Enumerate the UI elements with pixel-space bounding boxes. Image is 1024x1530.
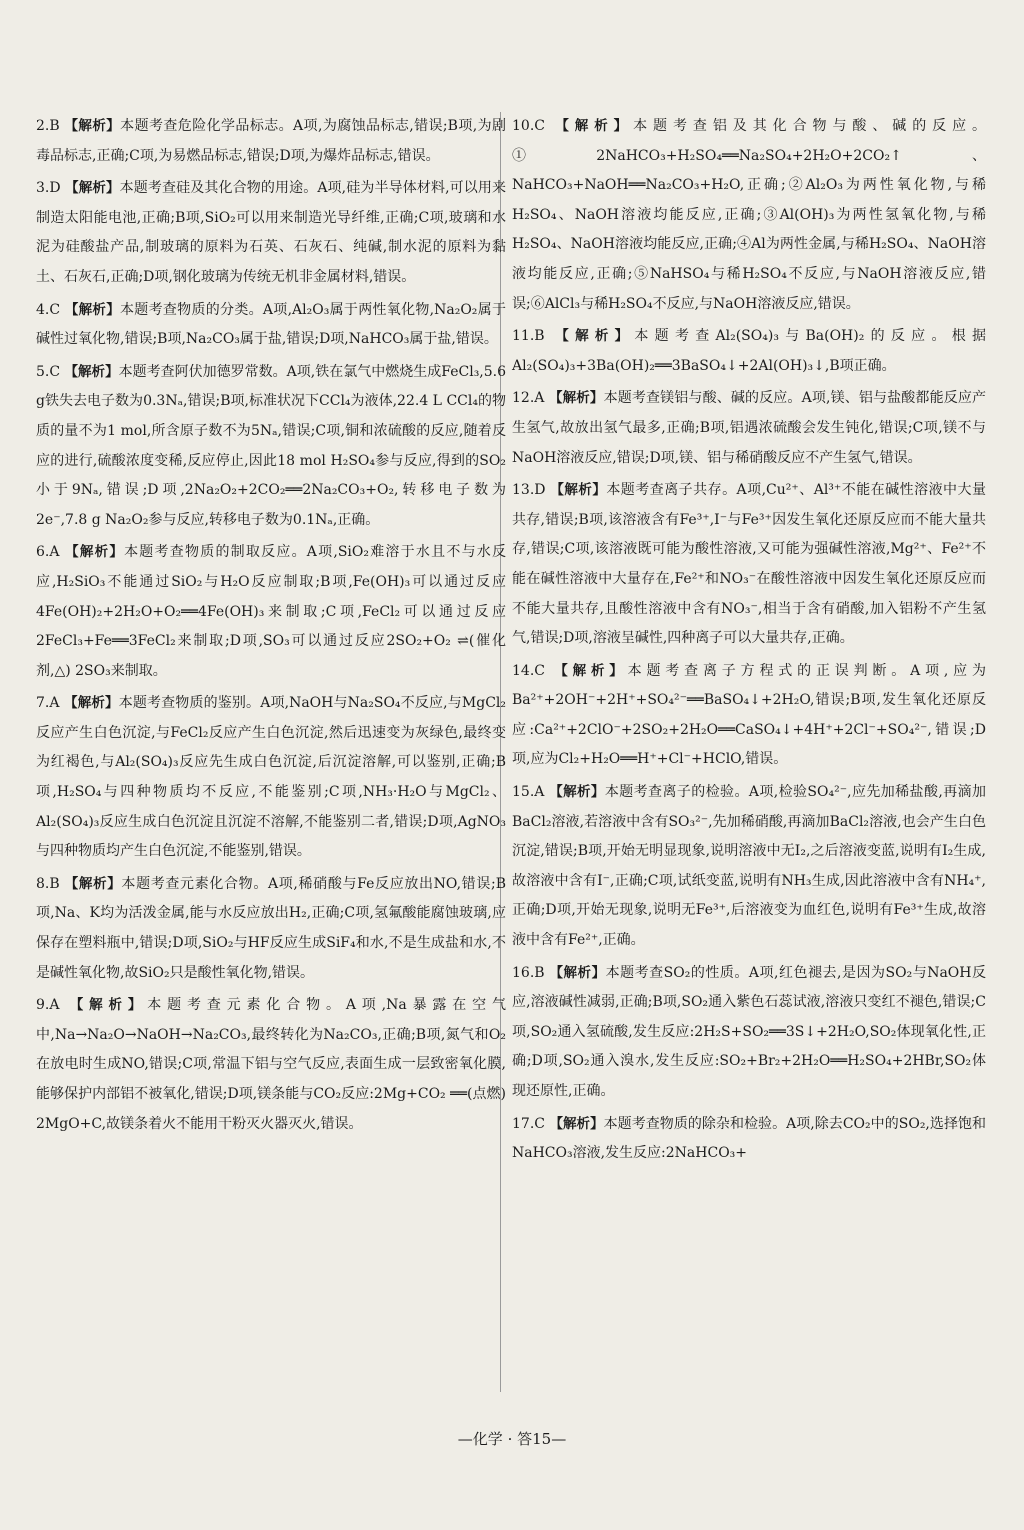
answer-item: 12.A 【解析】本题考查镁铝与酸、碱的反应。A项,镁、铝与盐酸都能反应产生氢气,故放出氢气最多,正确;B项,铝遇浓硫酸会发生钝化,错误;C项,镁不与NaOH溶液反应,错误;D项,镁、铝与稀硝酸反应不产生氢气,错误。 [512, 390, 987, 466]
answer-item: 5.C 【解析】本题考查阿伏加德罗常数。A项,铁在氯气中燃烧生成FeCl₃,5.6 g铁失去电子数为0.3Nₐ,错误;B项,标准状况下CCl₄为液体,22.4 L CCl₄的物质的量不为1 mol,所含原子数不为5Nₐ,错误;C项,铜和浓硫酸的反应,随着反应的进行,硫酸浓度变稀,反应停止,因此18 mol H₂SO₄参与反应,得到的SO₂小于9Nₐ,错误;D项,2Na₂O₂+2CO₂══2Na₂CO₃+O₂,转移电子数为2e⁻,7.8 g Na₂O₂参与反应,转移电子数为0.1Nₐ,正确。 [36, 363, 507, 528]
answer-item: 13.D 【解析】本题考查离子共存。A项,Cu²⁺、Al³⁺不能在碱性溶液中大量共存,错误;B项,该溶液含有Fe³⁺,I⁻与Fe³⁺因发生氧化还原反应而不能大量共存,错误;C项,该溶液既可能为酸性溶液,又可能为强碱性溶液,Mg²⁺、Fe²⁺不能在碱性溶液中大量存在,Fe²⁺和NO₃⁻在酸性溶液中因发生氧化还原反应而不能大量共存,且酸性溶液中含有NO₃⁻,相当于含有硝酸,加入铝粉不产生氢气,错误;D项,溶液呈碱性,四种离子可以大量共存,正确。 [512, 482, 986, 647]
right-column [512, 112, 986, 1172]
answer-item: 14.C 【解析】本题考查离子方程式的正误判断。A项,应为Ba²⁺+2OH⁻+2H⁺+SO₄²⁻══BaSO₄↓+2H₂O,错误;B项,发生氧化还原反应:Ca²⁺+2ClO⁻+2SO₂+2H₂O══CaSO₄↓+4H⁺+2Cl⁻+SO₄²⁻,错误;D项,应为Cl₂+H₂O══H⁺+Cl⁻+HClO,错误。 [512, 662, 987, 768]
answer-item: 4.C 【解析】本题考查物质的分类。A项,Al₂O₃属于两性氧化物,Na₂O₂属于碱性过氧化物,错误;B项,Na₂CO₃属于盐,错误;D项,NaHCO₃属于盐,错误。 [36, 301, 507, 348]
answer-item: 15.A 【解析】本题考查离子的检验。A项,检验SO₄²⁻,应先加稀盐酸,再滴加BaCl₂溶液,若溶液中含有SO₃²⁻,先加稀硝酸,再滴加BaCl₂溶液,也会产生白色沉淀,错误;B项,开始无明显现象,说明溶液中无I₂,之后溶液变蓝,说明有I₂生成,故溶液中含有I⁻,正确;C项,试纸变蓝,说明有NH₃生成,因此溶液中含有NH₄⁺,正确;D项,开始无现象,说明无Fe³⁺,后溶液变为血红色,说明有Fe³⁺生成,故溶液中含有Fe²⁺,正确。 [512, 784, 986, 949]
answer-item: 11.B 【解析】本题考查Al₂(SO₄)₃与Ba(OH)₂的反应。根据Al₂(SO₄)₃+3Ba(OH)₂══3BaSO₄↓+2Al(OH)₃↓,B项正确。 [512, 328, 986, 374]
answer-item: 10.C 【解析】本题考查铝及其化合物与酸、碱的反应。①2NaHCO₃+H₂SO₄══Na₂SO₄+2H₂O+2CO₂↑、NaHCO₃+NaOH══Na₂CO₃+H₂O,正确;②Al₂O₃为两性氧化物,与稀H₂SO₄、NaOH溶液均能反应,正确;③Al(OH)₃为两性氢氧化物,与稀H₂SO₄、NaOH溶液均能反应,正确;④Al为两性金属,与稀H₂SO₄、NaOH溶液均能反应,正确;⑤NaHSO₄与稀H₂SO₄不反应,与NaOH溶液反应,错误;⑥AlCl₃与稀H₂SO₄不反应,与NaOH溶液反应,错误。 [512, 118, 987, 312]
answer-item: 6.A 【解析】本题考查物质的制取反应。A项,SiO₂难溶于水且不与水反应,H₂SiO₃不能通过SiO₂与H₂O反应制取;B项,Fe(OH)₃可以通过反应4Fe(OH)₂+2H₂O+O₂══4Fe(OH)₃来制取;C项,FeCl₂可以通过反应2FeCl₃+Fe══3FeCl₂来制取;D项,SO₃可以通过反应2SO₂+O₂ ⇌(催化剂,△) 2SO₃来制取。 [36, 544, 507, 679]
answer-item: 17.C 【解析】本题考查物质的除杂和检验。A项,除去CO₂中的SO₂,选择饱和NaHCO₃溶液,发生反应:2NaHCO₃+ [512, 1115, 987, 1162]
answer-item: 7.A 【解析】本题考查物质的鉴别。A项,NaOH与Na₂SO₄不反应,与MgCl₂反应产生白色沉淀,与FeCl₂反应产生白色沉淀,然后迅速变为灰绿色,最终变为红褐色,与Al₂(SO₄)₃反应先生成白色沉淀,后沉淀溶解,可以鉴别,正确;B项,H₂SO₄与四种物质均不反应,不能鉴别;C项,NH₃·H₂O与MgCl₂、Al₂(SO₄)₃反应生成白色沉淀且沉淀不溶解,不能鉴别二者,错误;D项,AgNO₃与四种物质均产生白色沉淀,不能鉴别,错误。 [36, 695, 507, 860]
page-footer: —化学 · 答15— [457, 1430, 567, 1448]
answer-item: 9.A 【解析】本题考查元素化合物。A项,Na暴露在空气中,Na→Na₂O→NaOH→Na₂CO₃,最终转化为Na₂CO₃,正确;B项,氮气和O₂在放电时生成NO,错误;C项,常温下铝与空气反应,表面生成一层致密氧化膜,能够保护内部铝不被氧化,错误;D项,镁条能与CO₂反应:2Mg+CO₂ ══(点燃) 2MgO+C,故镁条着火不能用干粉灭火器灭火,错误。 [36, 997, 507, 1132]
left-column [36, 112, 506, 1142]
answer-item: 2.B 【解析】本题考查危险化学品标志。A项,为腐蚀品标志,错误;B项,为剧毒品标志,正确;C项,为易燃品标志,错误;D项,为爆炸品标志,错误。 [36, 118, 507, 164]
answer-item: 16.B 【解析】本题考查SO₂的性质。A项,红色褪去,是因为SO₂与NaOH反应,溶液碱性减弱,正确;B项,SO₂通入紫色石蕊试液,溶液只变红不褪色,错误;C项,SO₂通入氢硫酸,发生反应:2H₂S+SO₂══3S↓+2H₂O,SO₂体现氧化性,正确;D项,SO₂通入溴水,发生反应:SO₂+Br₂+2H₂O══H₂SO₄+2HBr,SO₂体现还原性,正确。 [512, 964, 987, 1099]
answer-item: 8.B 【解析】本题考查元素化合物。A项,稀硝酸与Fe反应放出NO,错误;B项,Na、K均为活泼金属,能与水反应放出H₂,正确;C项,氢氟酸能腐蚀玻璃,应保存在塑料瓶中,错误;D项,SiO₂与HF反应生成SiF₄和水,不是生成盐和水,不是碱性氧化物,故SiO₂只是酸性氧化物,错误。 [36, 875, 507, 981]
answer-item: 3.D 【解析】本题考查硅及其化合物的用途。A项,硅为半导体材料,可以用来制造太阳能电池,正确;B项,SiO₂可以用来制造光导纤维,正确;C项,玻璃和水泥为硅酸盐产品,制玻璃的原料为石英、石灰石、纯碱,制水泥的原料为黏土、石灰石,正确;D项,钢化玻璃为传统无机非金属材料,错误。 [36, 180, 507, 285]
